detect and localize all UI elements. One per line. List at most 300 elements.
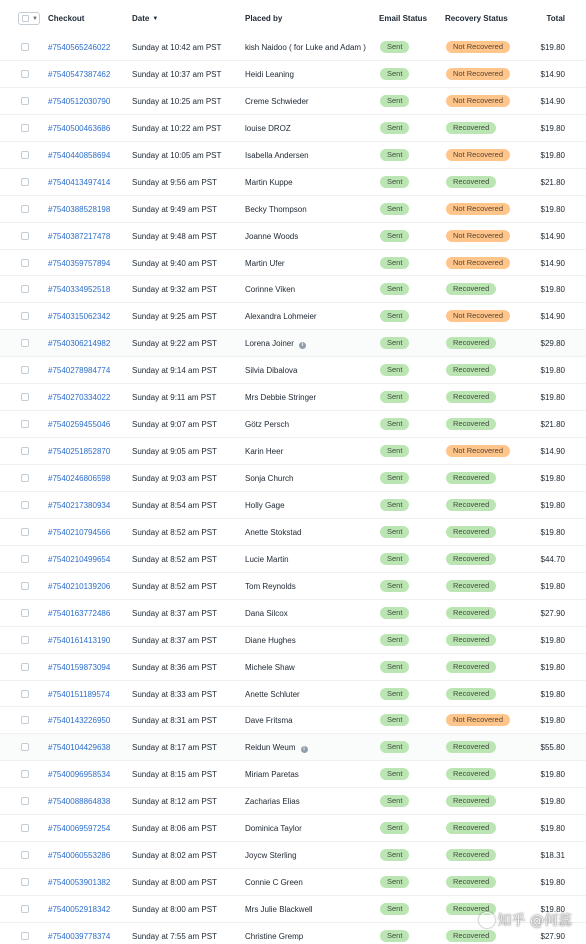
order-total: $19.80 — [540, 905, 565, 914]
email-status-badge: Sent — [380, 714, 409, 726]
customer-name: Silvia Dibalova — [245, 366, 298, 376]
recovery-status-badge: Not Recovered — [446, 68, 510, 80]
recovery-status-badge: Recovered — [446, 391, 496, 403]
checkout-date: Sunday at 9:11 am PST — [132, 393, 217, 403]
email-status-badge: Sent — [380, 445, 409, 457]
email-status-badge: Sent — [380, 607, 409, 619]
placed-by-cell — [245, 690, 300, 699]
email-status-badge: Sent — [380, 795, 409, 807]
checkout-date: Sunday at 8:54 am PST — [132, 500, 217, 510]
email-status-badge: Sent — [380, 364, 409, 376]
checkout-date: Sunday at 8:06 am PST — [132, 824, 217, 834]
customer-name: Dave Fritsma — [245, 716, 293, 726]
placed-by-cell — [245, 285, 295, 294]
order-total: $19.80 — [540, 824, 565, 834]
row-checkbox[interactable] — [21, 824, 29, 832]
row-checkbox[interactable] — [21, 905, 29, 913]
placed-by-cell — [245, 582, 296, 591]
header-date[interactable] — [132, 14, 158, 23]
order-total: $19.80 — [540, 662, 565, 672]
email-status-badge: Sent — [380, 822, 409, 834]
row-checkbox[interactable] — [21, 393, 29, 401]
checkout-date: Sunday at 9:03 am PST — [132, 474, 217, 483]
recovery-status-badge: Recovered — [446, 337, 496, 349]
customer-name: kish Naidoo ( for Luke and Adam ) — [245, 43, 366, 52]
checkout-date: Sunday at 9:07 am PST — [132, 420, 217, 430]
customer-name: Anette Schluter — [245, 689, 300, 699]
placed-by-cell — [245, 151, 309, 160]
order-total: $19.80 — [540, 581, 565, 591]
row-checkbox[interactable] — [21, 797, 29, 805]
header-checkout[interactable]: Checkout — [48, 14, 85, 23]
row-checkbox[interactable] — [21, 285, 29, 293]
sort-descending-icon: ▼ — [152, 16, 159, 22]
email-status-badge: Sent — [380, 149, 409, 161]
recovery-status-badge: Not Recovered — [446, 203, 510, 215]
customer-name: Martin Kuppe — [245, 177, 293, 187]
placed-by-cell — [245, 178, 293, 187]
info-icon[interactable]: i — [299, 342, 306, 349]
checkout-link[interactable]: #7540440858694 — [48, 150, 111, 160]
placed-by-cell — [245, 259, 285, 268]
row-checkbox[interactable] — [21, 690, 29, 698]
row-checkbox[interactable] — [21, 447, 29, 455]
table-row[interactable] — [0, 115, 586, 142]
row-checkbox[interactable] — [21, 312, 29, 320]
checkout-link[interactable]: #7540096958534 — [48, 770, 111, 780]
recovery-status-badge: Not Recovered — [446, 445, 510, 457]
recovery-status-badge: Recovered — [446, 553, 496, 565]
recovery-status-badge: Recovered — [446, 876, 496, 888]
order-total: $19.80 — [540, 474, 565, 483]
email-status-badge: Sent — [380, 768, 409, 780]
checkout-date: Sunday at 8:00 am PST — [132, 878, 217, 888]
email-status-badge: Sent — [380, 283, 409, 295]
checkout-link[interactable]: #7540278984774 — [48, 366, 111, 376]
placed-by-cell — [245, 312, 317, 321]
email-status-badge: Sent — [380, 203, 409, 215]
email-status-badge: Sent — [380, 661, 409, 673]
table-header — [0, 0, 586, 36]
recovery-status-badge: Recovered — [446, 607, 496, 619]
checkout-link[interactable]: #7540512030790 — [48, 96, 111, 106]
placed-by-cell — [245, 474, 293, 483]
email-status-badge: Sent — [380, 553, 409, 565]
order-total: $19.80 — [540, 393, 565, 403]
order-total: $19.80 — [540, 689, 565, 699]
customer-name: Becky Thompson — [245, 204, 307, 214]
placed-by-cell — [245, 716, 293, 725]
watermark-logo-icon — [479, 912, 495, 928]
checkout-link[interactable]: #7540151189574 — [48, 689, 110, 699]
checkout-date: Sunday at 8:33 am PST — [132, 689, 217, 699]
checkout-link[interactable]: #7540388528198 — [48, 204, 111, 214]
checkout-date: Sunday at 9:56 am PST — [132, 177, 217, 187]
header-date-label: Date — [132, 14, 150, 23]
customer-name: Corinne Viken — [245, 285, 296, 295]
placed-by-cell — [245, 636, 296, 645]
email-status-badge: Sent — [380, 41, 409, 53]
recovery-status-badge: Recovered — [446, 580, 496, 592]
row-checkbox[interactable] — [21, 878, 29, 886]
checkout-date: Sunday at 10:42 am PST — [132, 43, 222, 52]
table-row[interactable] — [0, 88, 586, 115]
email-status-badge: Sent — [380, 337, 409, 349]
row-checkbox[interactable] — [21, 474, 29, 482]
order-total: $14.90 — [540, 312, 565, 322]
recovery-status-badge: Not Recovered — [446, 310, 510, 322]
recovery-status-badge: Recovered — [446, 795, 496, 807]
order-total: $29.80 — [540, 339, 565, 349]
bulk-select-checkbox[interactable] — [18, 12, 40, 25]
table-row[interactable] — [0, 815, 586, 842]
checkout-date: Sunday at 9:05 am PST — [132, 447, 217, 457]
placed-by-cell — [245, 366, 297, 375]
recovery-status-badge: Recovered — [446, 661, 496, 673]
info-icon[interactable]: i — [301, 746, 308, 753]
table-row[interactable] — [0, 34, 586, 61]
recovery-status-badge: Not Recovered — [446, 41, 510, 53]
row-checkbox[interactable] — [21, 420, 29, 428]
checkout-date: Sunday at 10:05 am PST — [132, 150, 222, 160]
placed-by-cell — [245, 851, 297, 860]
order-total: $21.80 — [540, 420, 565, 430]
checkout-link[interactable]: #7540246806598 — [48, 474, 111, 483]
customer-name: Christine Gremp — [245, 931, 304, 941]
order-total: $14.90 — [540, 447, 565, 457]
header-recovery-status[interactable]: Recovery Status — [445, 14, 508, 23]
customer-name: louise DROZ — [245, 123, 291, 133]
recovery-status-badge: Recovered — [446, 364, 496, 376]
table-row[interactable] — [0, 842, 586, 869]
table-row[interactable] — [0, 492, 586, 519]
customer-name: Martin Ufer — [245, 258, 285, 268]
customer-name: Creme Schwieder — [245, 96, 309, 106]
row-checkbox[interactable] — [21, 555, 29, 563]
table-row[interactable] — [0, 869, 586, 896]
row-checkbox[interactable] — [21, 97, 29, 105]
checkout-date: Sunday at 8:52 am PST — [132, 527, 217, 537]
customer-name: Isabella Andersen — [245, 150, 309, 160]
table-row[interactable] — [0, 546, 586, 573]
email-status-badge: Sent — [380, 418, 409, 430]
row-checkbox[interactable] — [21, 339, 29, 347]
checkout-link[interactable]: #7540039778374 — [48, 931, 111, 941]
checkout-date: Sunday at 9:32 am PST — [132, 285, 217, 295]
table-row[interactable] — [0, 573, 586, 600]
checkout-date: Sunday at 8:36 am PST — [132, 662, 217, 672]
placed-by-cell — [245, 70, 294, 79]
row-checkbox[interactable] — [21, 124, 29, 132]
email-status-badge: Sent — [380, 903, 409, 915]
table-row[interactable] — [0, 303, 586, 330]
placed-by-cell — [245, 124, 291, 133]
checkout-date: Sunday at 9:25 am PST — [132, 312, 217, 322]
placed-by-cell — [245, 393, 316, 402]
checkout-link[interactable]: #7540210499654 — [48, 554, 111, 564]
checkout-link[interactable]: #7540159873094 — [48, 662, 111, 672]
checkout-date: Sunday at 9:40 am PST — [132, 258, 217, 268]
customer-name: Anette Stokstad — [245, 527, 302, 537]
checkbox-icon — [22, 15, 29, 22]
recovery-status-badge: Not Recovered — [446, 149, 510, 161]
order-total: $19.80 — [540, 797, 565, 807]
placed-by-cell — [245, 97, 309, 106]
email-status-badge: Sent — [380, 688, 409, 700]
customer-name: Dominica Taylor — [245, 824, 302, 834]
order-total: $27.90 — [540, 608, 565, 618]
row-checkbox[interactable] — [21, 528, 29, 536]
order-total: $19.80 — [540, 43, 565, 52]
placed-by-cell — [245, 555, 289, 564]
order-total: $19.80 — [540, 635, 565, 645]
recovery-status-badge: Recovered — [446, 526, 496, 538]
table-row[interactable] — [0, 600, 586, 627]
checkout-link[interactable]: #7540306214982 — [48, 339, 111, 349]
row-checkbox[interactable] — [21, 205, 29, 213]
order-total: $18.31 — [540, 851, 565, 861]
order-total: $19.80 — [540, 500, 565, 510]
checkout-date: Sunday at 8:12 am PST — [132, 797, 217, 807]
recovery-status-badge: Recovered — [446, 472, 496, 484]
checkout-link[interactable]: #7540547387462 — [48, 69, 111, 79]
table-row[interactable] — [0, 142, 586, 169]
email-status-badge: Sent — [380, 580, 409, 592]
checkout-link[interactable]: #7540161413190 — [48, 635, 111, 645]
recovery-status-badge: Recovered — [446, 903, 496, 915]
email-status-badge: Sent — [380, 499, 409, 511]
checkout-link[interactable]: #7540060553286 — [48, 851, 111, 861]
order-total: $14.90 — [540, 69, 565, 79]
watermark — [479, 910, 572, 930]
table-row[interactable] — [0, 734, 586, 761]
email-status-badge: Sent — [380, 391, 409, 403]
order-total: $19.80 — [540, 150, 565, 160]
table-row[interactable] — [0, 788, 586, 815]
customer-name: Mrs Debbie Stringer — [245, 393, 317, 403]
checkout-link[interactable]: #7540413497414 — [48, 177, 111, 187]
checkout-link[interactable]: #7540259455046 — [48, 420, 111, 430]
order-total: $19.80 — [540, 204, 565, 214]
checkout-date: Sunday at 10:37 am PST — [132, 69, 222, 79]
order-total: $14.90 — [540, 258, 565, 268]
customer-name: Alexandra Lohmeier — [245, 312, 317, 322]
customer-name: Connie C Green — [245, 878, 303, 888]
table-row[interactable] — [0, 61, 586, 88]
order-total: $19.80 — [540, 878, 565, 888]
checkout-link[interactable]: #7540315062342 — [48, 312, 111, 322]
checkout-link[interactable]: #7540053901382 — [48, 878, 111, 888]
checkout-date: Sunday at 10:22 am PST — [132, 123, 222, 133]
email-status-badge: Sent — [380, 472, 409, 484]
table-row[interactable] — [0, 196, 586, 223]
email-status-badge: Sent — [380, 526, 409, 538]
checkout-link[interactable]: #7540210794566 — [48, 527, 111, 537]
placed-by-cell — [245, 501, 285, 510]
checkout-date: Sunday at 10:25 am PST — [132, 96, 222, 106]
placed-by-cell — [245, 797, 300, 806]
checkout-link[interactable]: #7540088864838 — [48, 797, 111, 807]
checkout-link[interactable]: #7540069597254 — [48, 824, 111, 834]
email-status-badge: Sent — [380, 230, 409, 242]
checkout-date: Sunday at 9:22 am PST — [132, 339, 217, 349]
order-total: $14.90 — [540, 231, 565, 241]
customer-name: Michele Shaw — [245, 662, 295, 672]
checkout-link[interactable]: #7540104429638 — [48, 743, 111, 753]
table-row[interactable] — [0, 411, 586, 438]
checkout-date: Sunday at 8:02 am PST — [132, 851, 217, 861]
checkout-link[interactable]: #7540500463686 — [48, 123, 111, 133]
header-total[interactable]: Total — [546, 14, 565, 23]
customer-name: Holly Gage — [245, 500, 285, 510]
customer-name: Miriam Paretas — [245, 770, 299, 780]
table-row[interactable] — [0, 761, 586, 788]
chevron-down-icon: ▼ — [32, 16, 38, 22]
header-placed-by[interactable]: Placed by — [245, 14, 283, 23]
placed-by-cell — [245, 205, 307, 214]
customer-name: Lorena Joiner — [245, 339, 294, 349]
customer-name: Reidun Weum — [245, 743, 296, 753]
header-email-status[interactable]: Email Status — [379, 14, 428, 23]
row-checkbox[interactable] — [21, 770, 29, 778]
row-checkbox[interactable] — [21, 232, 29, 240]
recovery-status-badge: Recovered — [446, 176, 496, 188]
checkout-link[interactable]: #7540334952518 — [48, 285, 111, 295]
row-checkbox[interactable] — [21, 43, 29, 51]
recovery-status-badge: Recovered — [446, 122, 496, 134]
checkout-date: Sunday at 8:31 am PST — [132, 716, 217, 726]
table-row[interactable] — [0, 465, 586, 492]
placed-by-cell — [245, 447, 283, 456]
table-row[interactable] — [0, 384, 586, 411]
row-checkbox[interactable] — [21, 70, 29, 78]
table-row[interactable] — [0, 438, 586, 465]
recovery-status-badge: Not Recovered — [446, 714, 510, 726]
checkout-link[interactable]: #7540217380934 — [48, 500, 111, 510]
checkout-date: Sunday at 8:15 am PST — [132, 770, 217, 780]
placed-by-cell — [245, 743, 308, 753]
customer-name: Sonja Church — [245, 474, 294, 483]
checkout-link[interactable]: #7540387217478 — [48, 231, 111, 241]
table-row[interactable] — [0, 223, 586, 250]
checkout-link[interactable]: #7540163772486 — [48, 608, 111, 618]
table-row[interactable] — [0, 276, 586, 303]
email-status-badge: Sent — [380, 849, 409, 861]
row-checkbox[interactable] — [21, 582, 29, 590]
row-checkbox[interactable] — [21, 636, 29, 644]
table-row[interactable] — [0, 330, 586, 357]
recovery-status-badge: Not Recovered — [446, 95, 510, 107]
placed-by-cell — [245, 609, 288, 618]
table-row[interactable] — [0, 627, 586, 654]
recovery-status-badge: Recovered — [446, 822, 496, 834]
checkout-date: Sunday at 9:48 am PST — [132, 231, 217, 241]
recovery-status-badge: Not Recovered — [446, 257, 510, 269]
checkout-date: Sunday at 9:49 am PST — [132, 204, 217, 214]
recovery-status-badge: Recovered — [446, 283, 496, 295]
email-status-badge: Sent — [380, 122, 409, 134]
placed-by-cell — [245, 770, 299, 779]
recovery-status-badge: Recovered — [446, 741, 496, 753]
order-total: $19.80 — [540, 716, 565, 726]
placed-by-cell — [245, 339, 306, 349]
table-row[interactable] — [0, 519, 586, 546]
email-status-badge: Sent — [380, 68, 409, 80]
checkout-link[interactable]: #7540270334022 — [48, 393, 111, 403]
customer-name: Heidi Leaning — [245, 69, 294, 79]
table-row[interactable] — [0, 169, 586, 196]
customer-name: Götz Persch — [245, 420, 290, 430]
row-checkbox[interactable] — [21, 716, 29, 724]
placed-by-cell — [245, 824, 302, 833]
checkout-date: Sunday at 7:55 am PST — [132, 931, 217, 941]
order-total: $19.80 — [540, 285, 565, 295]
row-checkbox[interactable] — [21, 366, 29, 374]
placed-by-cell — [245, 420, 289, 429]
checkout-link[interactable]: #7540251852870 — [48, 447, 111, 457]
customer-name: Tom Reynolds — [245, 581, 296, 591]
recovery-status-badge: Recovered — [446, 768, 496, 780]
row-checkbox[interactable] — [21, 851, 29, 859]
customer-name: Joycw Sterling — [245, 851, 297, 861]
email-status-badge: Sent — [380, 176, 409, 188]
checkout-link[interactable]: #7540143226950 — [48, 716, 111, 726]
row-checkbox[interactable] — [21, 609, 29, 617]
recovery-status-badge: Recovered — [446, 930, 496, 942]
table-body — [0, 34, 586, 944]
recovery-status-badge: Recovered — [446, 849, 496, 861]
checkout-date: Sunday at 8:52 am PST — [132, 554, 217, 564]
row-checkbox[interactable] — [21, 501, 29, 509]
order-total: $55.80 — [540, 743, 565, 753]
checkout-link[interactable]: #7540565246022 — [48, 43, 111, 52]
checkout-link[interactable]: #7540052918342 — [48, 905, 111, 914]
placed-by-cell — [245, 663, 295, 672]
recovery-status-badge: Recovered — [446, 688, 496, 700]
row-checkbox[interactable] — [21, 151, 29, 159]
order-total: $19.80 — [540, 527, 565, 537]
email-status-badge: Sent — [380, 634, 409, 646]
row-checkbox[interactable] — [21, 663, 29, 671]
table-row[interactable] — [0, 681, 586, 708]
placed-by-cell — [245, 878, 303, 887]
order-total: $21.80 — [540, 177, 565, 187]
row-checkbox[interactable] — [21, 259, 29, 267]
checkout-date: Sunday at 8:00 am PST — [132, 905, 217, 914]
recovery-status-badge: Not Recovered — [446, 230, 510, 242]
email-status-badge: Sent — [380, 310, 409, 322]
checkout-link[interactable]: #7540359757894 — [48, 258, 111, 268]
placed-by-cell — [245, 932, 303, 941]
customer-name: Lucie Martin — [245, 554, 289, 564]
watermark-text: 知乎 @何蕊 — [497, 913, 572, 929]
recovery-status-badge: Recovered — [446, 634, 496, 646]
row-checkbox[interactable] — [21, 932, 29, 940]
checkout-link[interactable]: #7540210139206 — [48, 581, 111, 591]
table-row[interactable] — [0, 250, 586, 277]
table-row[interactable] — [0, 707, 586, 734]
placed-by-cell — [245, 905, 313, 914]
table-row[interactable] — [0, 654, 586, 681]
checkout-date: Sunday at 8:52 am PST — [132, 581, 217, 591]
row-checkbox[interactable] — [21, 178, 29, 186]
placed-by-cell — [245, 528, 301, 537]
order-total: $19.80 — [540, 123, 565, 133]
checkout-date: Sunday at 8:37 am PST — [132, 635, 217, 645]
table-row[interactable] — [0, 357, 586, 384]
row-checkbox[interactable] — [21, 743, 29, 751]
order-total: $27.90 — [540, 931, 565, 941]
